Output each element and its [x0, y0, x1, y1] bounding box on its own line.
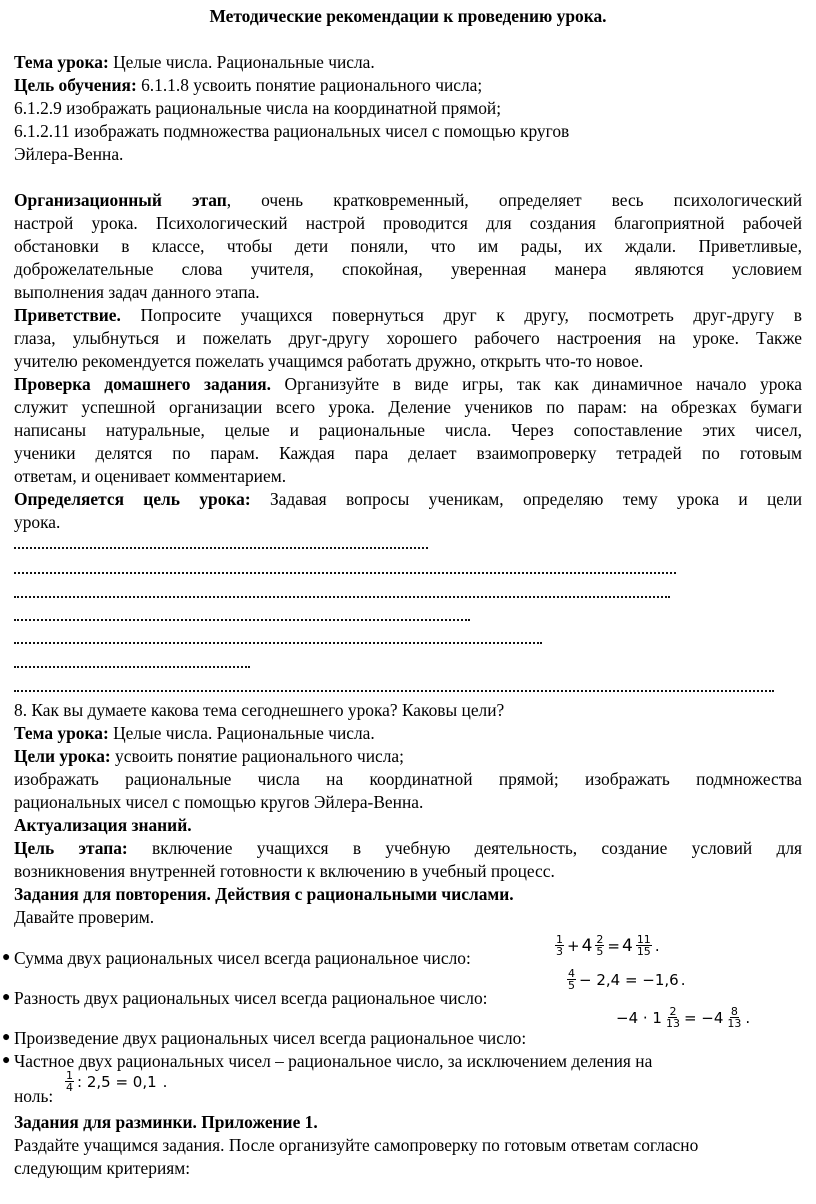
topic-text: Целые числа. Рациональные числа. — [108, 52, 375, 72]
check-line: Давайте проверим. — [14, 907, 155, 927]
org-line-4: доброжелательные слова учителя, спокойная, уверенная манера являются условием — [14, 259, 802, 279]
formula-sum: $\frac{1}{3}$ + 4 $\frac{2}{5}$ = 4 $\frac{11}{15}$ . — [556, 933, 660, 958]
fraction: $\frac{4}{5}$ — [568, 967, 575, 992]
greeting-text-1: Попросите учащихся повернуться друг к другу, посмотреть друг-другу в — [120, 305, 802, 325]
document-title: Методические рекомендации к проведению урока. — [209, 6, 607, 26]
bullet-text-4: Частное двух рациональных чисел – рациональное число, за исключением деления на — [14, 1051, 653, 1071]
goal-item-2: 6.1.2.9 изображать рациональные числа на координатной прямой; — [14, 98, 502, 118]
topic-line-2 — [14, 721, 375, 745]
greeting-line-3: учителю рекомендуется пожелать учащимся работать дружно, открыть что-то новое. — [14, 351, 644, 371]
fraction: $\frac{8}{13}$ — [727, 1005, 742, 1030]
dotted-blank-line — [14, 619, 470, 621]
bullet-item-4-cont: ноль: — [14, 1086, 54, 1106]
bullet-item-3 — [2, 1026, 527, 1050]
formula-quotient: $\frac{1}{4}$ : 2,5 = 0,1 . — [66, 1069, 168, 1094]
bullet-icon: ● — [2, 950, 11, 965]
topic-line — [14, 50, 375, 74]
dotted-blank-line — [14, 572, 676, 574]
goals-label: Цели урока: — [14, 746, 111, 766]
question-8: 8. Как вы думаете какова тема сегоднешнего урока? Каковы цели? — [14, 700, 505, 720]
final-line-2: следующим критериям: — [14, 1158, 191, 1178]
greeting-line-1 — [14, 303, 802, 327]
warmup-heading: Задания для разминки. Приложение 1. — [14, 1112, 318, 1132]
org-line-3: обстановки в классе, чтобы дети поняли, что им рады, их ждали. Приветливые, — [14, 236, 802, 256]
homework-line-3: написаны натуральные, целые и рациональные числа. Через сопоставление этих чисел, — [14, 420, 802, 440]
formula-difference: $\frac{4}{5}$ − 2,4 = −1,6 . — [568, 967, 686, 992]
fraction: $\frac{1}{4}$ — [66, 1069, 73, 1094]
dotted-blank-line — [14, 690, 774, 692]
homework-line-1 — [14, 372, 802, 396]
repeat-heading: Задания для повторения. Действия с рациональными числами. — [14, 884, 514, 904]
goal-line — [14, 73, 482, 97]
goal-label: Цель обучения: — [14, 75, 137, 95]
bullet-icon: ● — [2, 990, 11, 1005]
stage-goal-label: Цель этапа: — [14, 838, 128, 858]
org-label: Организационный этап — [14, 190, 227, 210]
bullet-item-2 — [2, 986, 488, 1010]
lessongoal-line-1 — [14, 487, 802, 511]
goal-item-3-cont: Эйлера-Венна. — [14, 144, 124, 164]
homework-line-5: ответам, и оценивает комментарием. — [14, 466, 287, 486]
greeting-line-2: глаза, улыбнуться и пожелать друг-другу хорошего рабочего настроения на уроке. Также — [14, 328, 802, 348]
homework-line-2: служит успешной организации всего урока. Деление учеников по парам: на обрезках бумаги — [14, 397, 802, 417]
homework-text-1: Организуйте в виде игры, так как динамичное начало урока — [270, 374, 802, 394]
topic-label: Тема урока: — [14, 52, 109, 72]
fraction: $\frac{11}{15}$ — [636, 933, 651, 958]
dotted-blank-line — [14, 596, 670, 598]
bullet-icon: ● — [2, 1053, 11, 1068]
goals-text-1: усвоить понятие рационального числа; — [110, 746, 404, 766]
fraction: $\frac{2}{5}$ — [596, 933, 604, 958]
final-line-1: Раздайте учащимся задания. После организуйте самопроверку по готовым ответам согласно — [14, 1135, 699, 1155]
topic-text-2: Целые числа. Рациональные числа. — [108, 723, 375, 743]
org-text-1: , очень кратковременный, определяет весь психологический — [226, 190, 802, 210]
stage-goal-line-1 — [14, 836, 802, 860]
homework-line-4: ученики делятся по парам. Каждая пара делает взаимопроверку тетрадей по готовым — [14, 443, 802, 463]
fraction: $\frac{2}{13}$ — [665, 1005, 680, 1030]
stage-goal-line-2: возникновения внутренней готовности к включению в учебный процесс. — [14, 861, 555, 881]
org-line-1 — [14, 188, 802, 212]
dotted-blank-line — [14, 642, 542, 644]
stage-goal-text-1: включение учащихся в учебную деятельность, создание условий для — [127, 838, 802, 858]
org-line-5: выполнения задач данного этапа. — [14, 282, 260, 302]
lessongoal-line-2: урока. — [14, 512, 61, 532]
lessongoal-text-1: Задавая вопросы ученикам, определяю тему урока и цели — [250, 489, 802, 509]
homework-label: Проверка домашнего задания. — [14, 374, 271, 394]
lessongoal-label: Определяется цель урока: — [14, 489, 251, 509]
formula-product: −4 · 1 $\frac{2}{13}$ = −4 $\frac{8}{13}$ . — [616, 1005, 751, 1030]
goals-line-2: изображать рациональные числа на координатной прямой; изображать подмножества — [14, 769, 802, 789]
fraction: $\frac{1}{3}$ — [556, 933, 563, 958]
goals-line-3: рациональных чисел с помощью кругов Эйлера-Венна. — [14, 792, 424, 812]
org-line-2: настрой урока. Психологический настрой проводится для создания благоприятной рабочей — [14, 213, 802, 233]
bullet-text-3: Произведение двух рациональных чисел всегда рациональное число: — [14, 1028, 527, 1048]
actualization-heading: Актуализация знаний. — [14, 815, 192, 835]
bullet-item-1 — [2, 946, 471, 970]
dotted-blank-line — [14, 547, 428, 549]
goal-item-1: 6.1.1.8 усвоить понятие рационального числа; — [136, 75, 483, 95]
bullet-icon: ● — [2, 1030, 11, 1045]
bullet-text-2: Разность двух рациональных чисел всегда рациональное число: — [14, 988, 488, 1008]
bullet-text-1: Сумма двух рациональных чисел всегда рациональное число: — [14, 948, 471, 968]
topic-label-2: Тема урока: — [14, 723, 109, 743]
goal-item-3: 6.1.2.11 изображать подмножества рациональных чисел с помощью кругов — [14, 121, 570, 141]
dotted-blank-line — [14, 666, 250, 668]
goals-line-1 — [14, 744, 404, 768]
greeting-label: Приветствие. — [14, 305, 121, 325]
